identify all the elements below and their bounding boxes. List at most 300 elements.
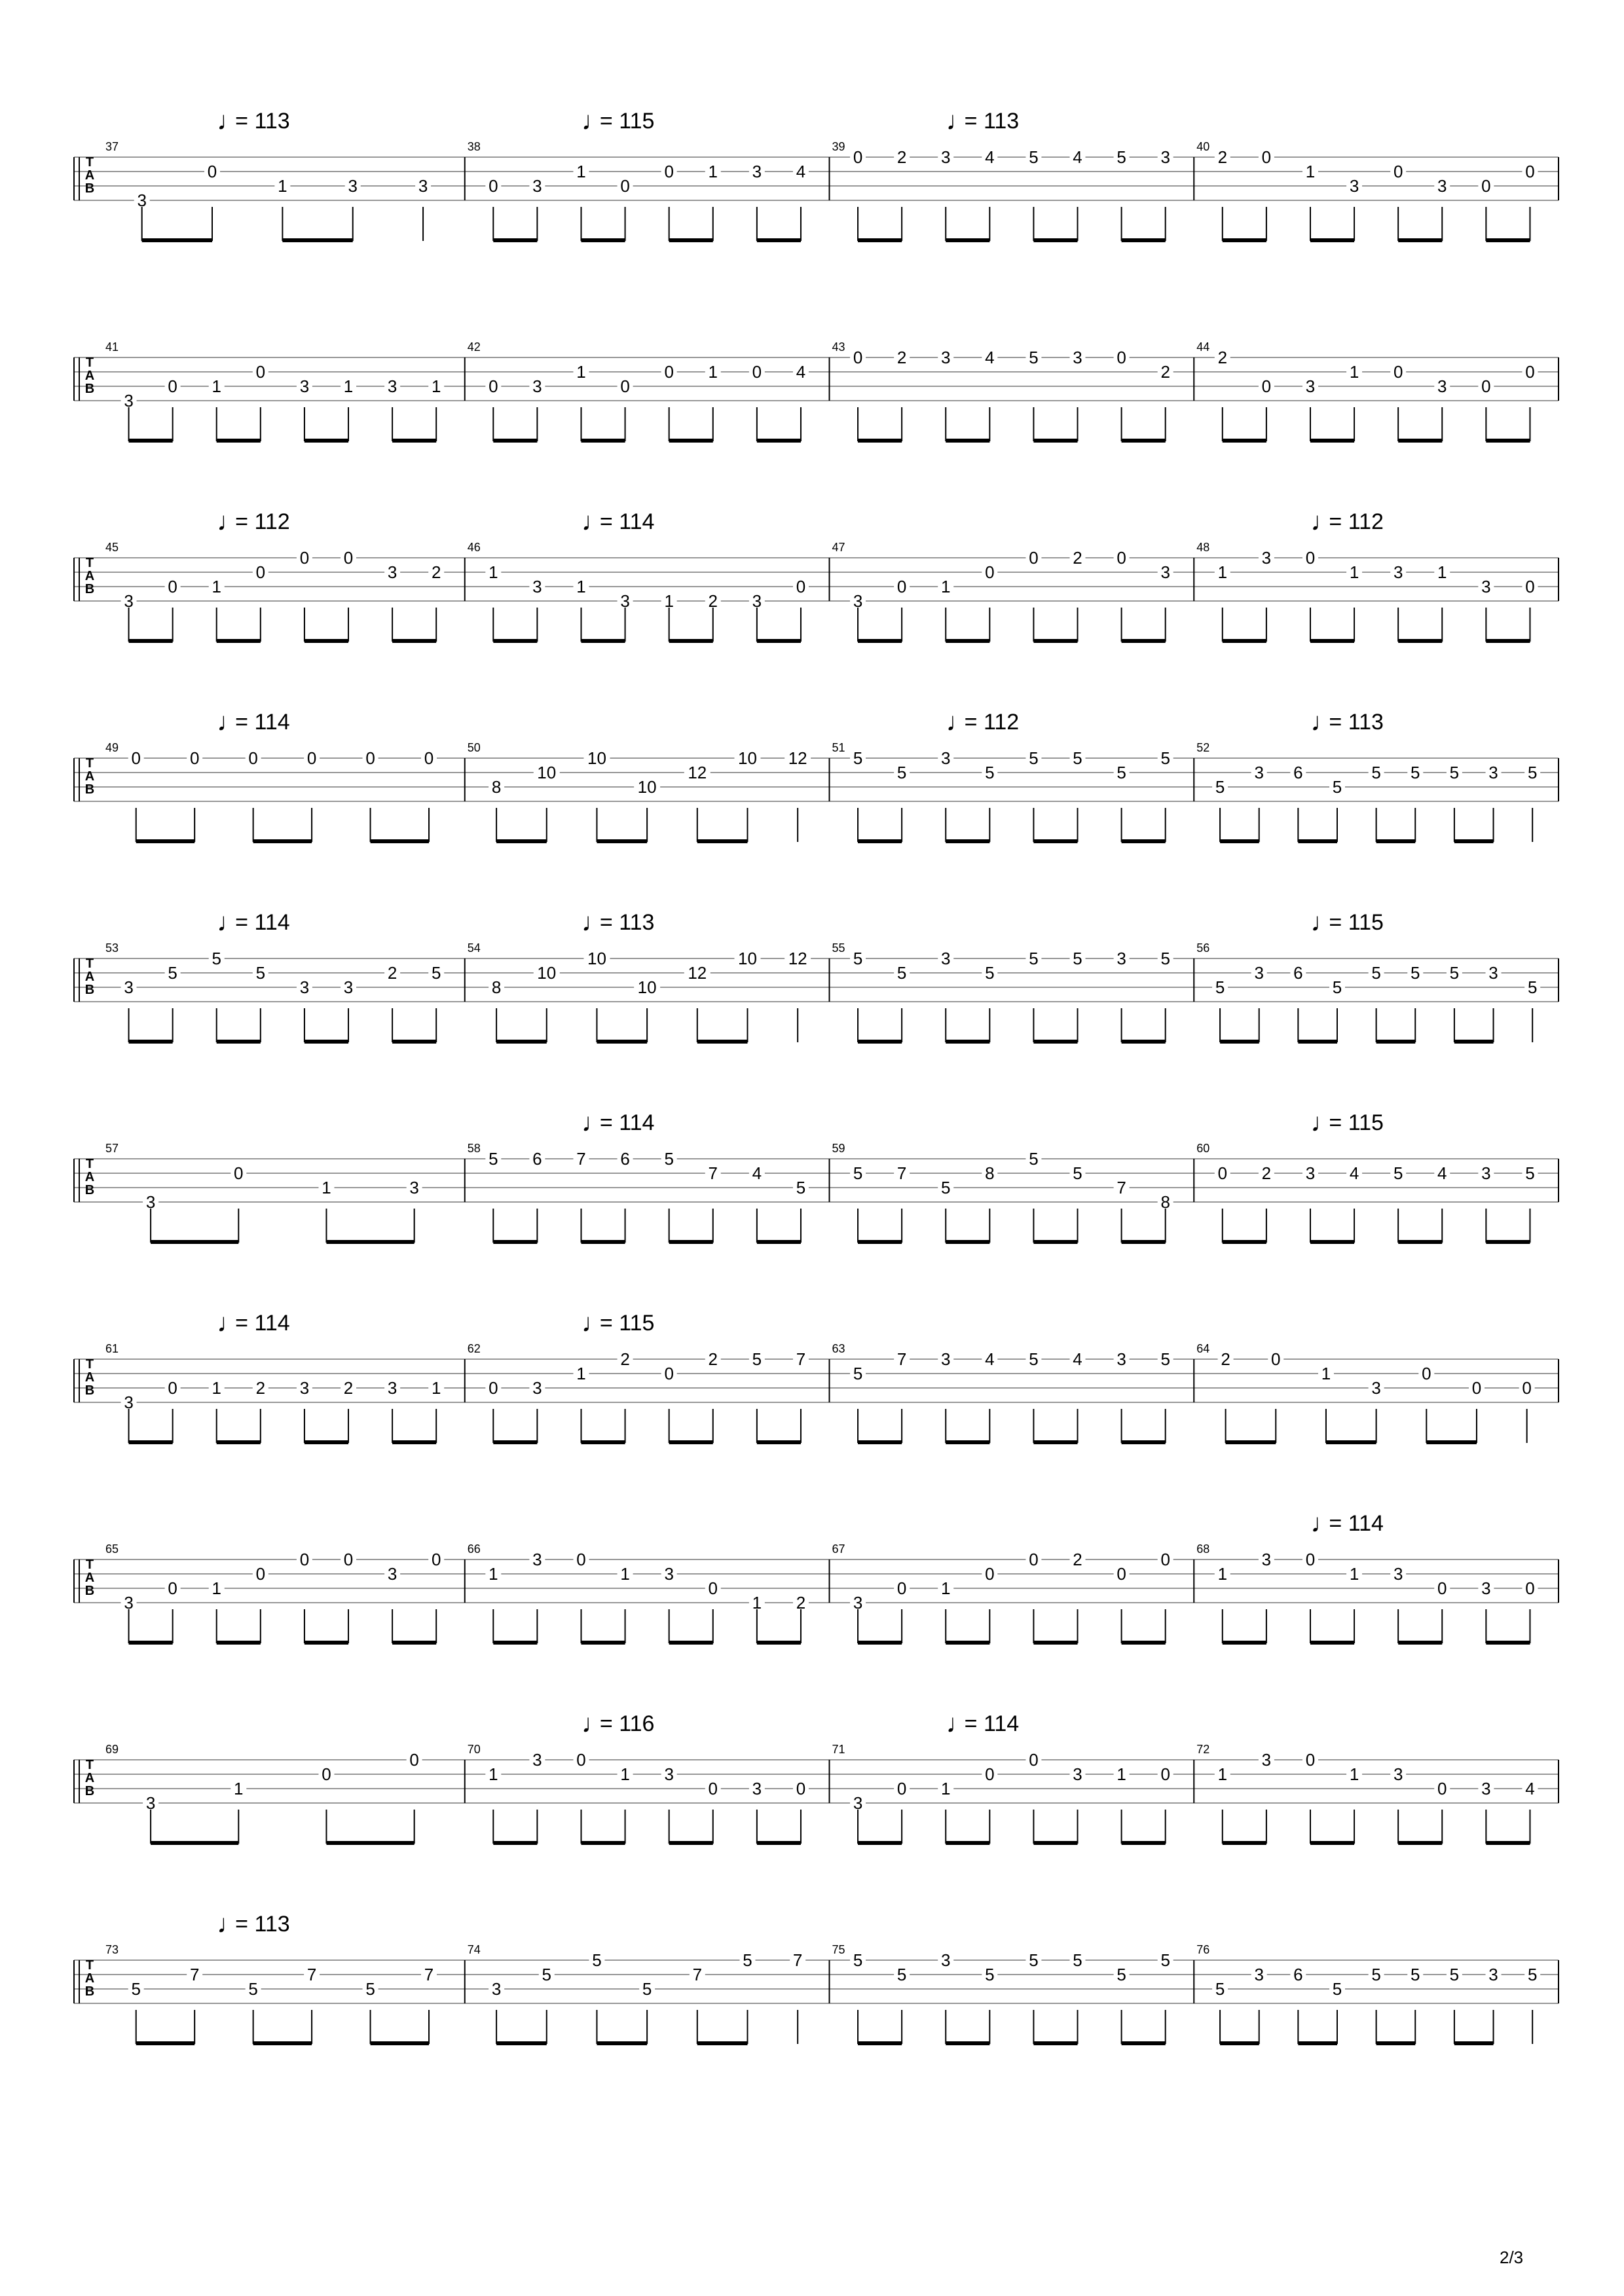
tab-clef-letter: T	[85, 155, 94, 170]
tab-clef-letter: B	[84, 382, 95, 396]
fret-number: 5	[853, 1950, 863, 1970]
note-beam	[1122, 639, 1166, 643]
fret-number: 3	[1488, 963, 1498, 983]
note-beam	[697, 839, 748, 843]
fret-number: 3	[941, 147, 951, 167]
note-beam	[1033, 238, 1077, 242]
fret-number: 5	[1215, 977, 1225, 997]
tab-clef-letter: B	[84, 582, 95, 596]
fret-number: 3	[348, 176, 358, 196]
fret-number: 5	[1411, 763, 1420, 782]
note-beam	[493, 439, 537, 443]
fret-number: 1	[1437, 562, 1447, 582]
fret-number: 3	[941, 1950, 951, 1970]
note-beam	[392, 1641, 436, 1645]
note-beam	[669, 1841, 713, 1845]
fret-number: 10	[637, 977, 657, 997]
fret-number: 0	[207, 162, 217, 181]
tempo-marking: = 113	[599, 910, 655, 935]
note-beam	[493, 238, 537, 242]
fret-number: 0	[1217, 1163, 1228, 1183]
note-beam	[757, 439, 801, 443]
fret-number: 7	[189, 1965, 200, 1984]
fret-number: 0	[896, 1578, 907, 1598]
tempo-note-icon: ♩	[581, 1709, 608, 1738]
fret-number: 0	[664, 1364, 674, 1383]
fret-number: 5	[1371, 1965, 1381, 1984]
fret-number: 6	[532, 1149, 542, 1169]
fret-number: 4	[1349, 1163, 1359, 1183]
fret-number: 0	[248, 748, 258, 768]
note-beam	[946, 1440, 989, 1444]
fret-number: 1	[576, 162, 586, 181]
fret-number: 5	[1527, 1965, 1538, 1984]
fret-number: 12	[788, 949, 807, 968]
measure-number: 76	[1196, 1943, 1210, 1956]
fret-number: 0	[1437, 1779, 1447, 1798]
note-beam	[858, 1040, 902, 1044]
note-beam	[858, 1841, 902, 1845]
fret-number: 5	[1449, 963, 1460, 983]
note-beam	[1426, 1440, 1477, 1444]
tab-clef-letter: A	[84, 1370, 95, 1385]
fret-number: 5	[1029, 949, 1039, 968]
fret-number: 7	[424, 1965, 434, 1984]
measure-number: 67	[832, 1542, 845, 1556]
note-beam	[1223, 639, 1266, 643]
note-beam	[1486, 1641, 1530, 1645]
fret-number: 0	[1422, 1364, 1431, 1383]
fret-number: 0	[1116, 348, 1126, 367]
note-beam	[1033, 439, 1077, 443]
note-beam	[697, 1040, 748, 1044]
tempo-note-icon: ♩	[946, 107, 972, 136]
tempo-note-icon: ♩	[1310, 708, 1337, 737]
fret-number: 3	[145, 1192, 156, 1212]
fret-number: 1	[234, 1779, 244, 1798]
fret-number: 0	[1305, 1750, 1316, 1770]
fret-number: 5	[168, 963, 177, 983]
note-beam	[597, 839, 647, 843]
fret-number: 0	[189, 748, 200, 768]
note-beam	[217, 639, 261, 643]
tempo-note-icon: ♩	[217, 507, 244, 536]
fret-number: 0	[1525, 362, 1535, 382]
fret-number: 2	[1073, 1550, 1082, 1569]
note-beam	[217, 439, 261, 443]
tempo-note-icon: ♩	[217, 708, 244, 737]
fret-number: 5	[431, 963, 441, 983]
fret-number: 0	[1029, 1750, 1039, 1770]
fret-number: 3	[941, 348, 951, 367]
fret-number: 0	[796, 1779, 806, 1798]
note-beam	[217, 1040, 261, 1044]
note-beam	[581, 1440, 625, 1444]
fret-number: 1	[664, 591, 674, 611]
note-beam	[1454, 1040, 1494, 1044]
tab-clef-letter: B	[84, 1984, 95, 1999]
fret-number: 5	[985, 763, 995, 782]
tempo-marking: = 114	[235, 910, 290, 935]
note-beam	[151, 1841, 238, 1845]
note-beam	[371, 839, 429, 843]
fret-number: 3	[532, 1750, 542, 1770]
note-beam	[1454, 839, 1494, 843]
note-beam	[1223, 1841, 1266, 1845]
fret-number: 12	[788, 748, 807, 768]
fret-number: 0	[1471, 1378, 1482, 1398]
fret-number: 5	[1116, 1965, 1126, 1984]
fret-number: 1	[576, 1364, 586, 1383]
measure-number: 42	[467, 340, 481, 354]
fret-number: 3	[752, 591, 762, 611]
fret-number: 8	[491, 777, 502, 797]
fret-number: 3	[853, 1793, 863, 1813]
fret-number: 1	[212, 376, 221, 396]
fret-number: 1	[1349, 562, 1359, 582]
tempo-note-icon: ♩	[1310, 908, 1337, 937]
fret-number: 5	[853, 1163, 863, 1183]
fret-number: 2	[708, 591, 718, 611]
fret-number: 4	[796, 362, 806, 382]
tab-clef-letter: B	[84, 1183, 95, 1197]
tempo-note-icon: ♩	[1310, 1108, 1337, 1137]
fret-number: 3	[1160, 562, 1170, 582]
note-beam	[304, 1440, 348, 1444]
note-beam	[371, 2041, 429, 2045]
fret-number: 3	[124, 1593, 134, 1613]
fret-number: 0	[1271, 1349, 1281, 1369]
fret-number: 5	[1073, 748, 1082, 768]
fret-number: 7	[896, 1163, 907, 1183]
note-beam	[304, 639, 348, 643]
fret-number: 3	[1481, 1578, 1491, 1598]
fret-number: 0	[489, 376, 498, 396]
fret-number: 3	[853, 591, 863, 611]
fret-number: 0	[1522, 1378, 1532, 1398]
fret-number: 5	[1215, 777, 1225, 797]
fret-number: 3	[1437, 376, 1447, 396]
fret-number: 0	[1481, 176, 1491, 196]
fret-number: 3	[941, 949, 951, 968]
fret-number: 1	[1321, 1364, 1331, 1383]
fret-number: 0	[234, 1163, 244, 1183]
fret-number: 5	[1160, 748, 1170, 768]
fret-number: 5	[642, 1979, 652, 1999]
tab-clef-letter: B	[84, 782, 95, 797]
note-beam	[496, 2041, 547, 2045]
fret-number: 0	[1160, 1550, 1170, 1569]
fret-number: 3	[124, 1393, 134, 1412]
note-beam	[1122, 439, 1166, 443]
measure-number: 56	[1196, 941, 1210, 955]
tempo-note-icon: ♩	[581, 908, 608, 937]
measure-number: 39	[832, 140, 845, 153]
note-beam	[1122, 1440, 1166, 1444]
fret-number: 0	[131, 748, 141, 768]
fret-number: 3	[532, 1378, 542, 1398]
fret-number: 1	[1349, 362, 1359, 382]
note-beam	[597, 2041, 647, 2045]
fret-number: 5	[1160, 1349, 1170, 1369]
note-beam	[136, 2041, 194, 2045]
tab-clef-letter: B	[84, 181, 95, 196]
fret-number: 3	[1305, 376, 1316, 396]
tempo-note-icon: ♩	[946, 1709, 972, 1738]
fret-number: 8	[1160, 1192, 1170, 1212]
fret-number: 2	[255, 1378, 266, 1398]
fret-number: 4	[985, 348, 995, 367]
note-beam	[1486, 238, 1530, 242]
fret-number: 0	[708, 1779, 718, 1798]
measure-number: 48	[1196, 541, 1210, 554]
note-beam	[217, 1440, 261, 1444]
fret-number: 0	[168, 1378, 177, 1398]
fret-number: 0	[853, 147, 863, 167]
measure-number: 40	[1196, 140, 1210, 153]
fret-number: 0	[343, 548, 354, 568]
note-beam	[1310, 1841, 1354, 1845]
note-beam	[1298, 2041, 1337, 2045]
note-beam	[1033, 1040, 1077, 1044]
fret-number: 0	[664, 362, 674, 382]
fret-number: 1	[431, 1378, 441, 1398]
fret-number: 0	[322, 1764, 331, 1784]
tab-clef-letter: A	[84, 369, 95, 383]
fret-number: 5	[896, 763, 907, 782]
note-beam	[1310, 639, 1354, 643]
fret-number: 5	[1527, 763, 1538, 782]
tab-clef-letter: A	[84, 1170, 95, 1184]
note-beam	[581, 1641, 625, 1645]
fret-number: 3	[532, 1550, 542, 1569]
tempo-note-icon: ♩	[581, 107, 608, 136]
fret-number: 1	[343, 376, 354, 396]
fret-number: 0	[708, 1578, 718, 1598]
note-beam	[581, 238, 625, 242]
fret-number: 6	[1293, 1965, 1303, 1984]
fret-number: 6	[1293, 963, 1303, 983]
tempo-note-icon: ♩	[581, 507, 608, 536]
measure-number: 43	[832, 340, 845, 354]
note-beam	[1033, 1841, 1077, 1845]
fret-number: 5	[1029, 1149, 1039, 1169]
fret-number: 3	[387, 1564, 397, 1584]
fret-number: 3	[664, 1564, 674, 1584]
tempo-marking: = 113	[1329, 710, 1384, 735]
note-beam	[757, 1641, 801, 1645]
tempo-marking: = 116	[599, 1711, 655, 1736]
fret-number: 0	[1393, 362, 1403, 382]
note-beam	[1033, 839, 1077, 843]
fret-number: 3	[1481, 577, 1491, 596]
fret-number: 3	[124, 391, 134, 410]
fret-number: 3	[1393, 1564, 1403, 1584]
fret-number: 1	[212, 1578, 221, 1598]
fret-number: 1	[322, 1178, 331, 1197]
fret-number: 5	[1411, 963, 1420, 983]
fret-number: 0	[489, 176, 498, 196]
fret-number: 0	[306, 748, 317, 768]
note-beam	[1122, 2041, 1166, 2045]
fret-number: 0	[620, 376, 630, 396]
fret-number: 10	[587, 748, 606, 768]
tempo-note-icon: ♩	[1310, 1509, 1337, 1538]
measure-number: 49	[105, 741, 119, 754]
note-beam	[597, 1040, 647, 1044]
fret-number: 5	[1029, 1950, 1039, 1970]
tab-clef-letter: T	[85, 1758, 94, 1772]
tempo-note-icon: ♩	[946, 708, 972, 737]
fret-number: 0	[343, 1550, 354, 1569]
fret-number: 5	[1332, 977, 1342, 997]
fret-number: 0	[1525, 162, 1535, 181]
note-beam	[757, 1841, 801, 1845]
fret-number: 4	[796, 162, 806, 181]
fret-number: 5	[941, 1178, 951, 1197]
fret-number: 3	[1254, 763, 1264, 782]
fret-number: 5	[1029, 1349, 1039, 1369]
fret-number: 0	[365, 748, 375, 768]
note-beam	[217, 1641, 261, 1645]
tempo-note-icon: ♩	[217, 107, 244, 136]
fret-number: 5	[212, 949, 221, 968]
note-beam	[757, 639, 801, 643]
fret-number: 2	[896, 348, 907, 367]
fret-number: 5	[1029, 748, 1039, 768]
fret-number: 5	[1393, 1163, 1403, 1183]
note-beam	[1376, 839, 1416, 843]
measure-number: 63	[832, 1342, 845, 1355]
fret-number: 3	[1254, 1965, 1264, 1984]
note-beam	[858, 1641, 902, 1645]
tab-clef-letter: A	[84, 569, 95, 583]
fret-number: 1	[1305, 162, 1316, 181]
fret-number: 10	[738, 949, 757, 968]
fret-number: 3	[620, 591, 630, 611]
fret-number: 3	[343, 977, 354, 997]
fret-number: 3	[1481, 1163, 1491, 1183]
fret-number: 1	[708, 362, 718, 382]
measure-number: 58	[467, 1142, 481, 1155]
note-beam	[946, 839, 989, 843]
fret-number: 5	[853, 1364, 863, 1383]
fret-number: 2	[1217, 348, 1228, 367]
note-beam	[1223, 1240, 1266, 1244]
measure-number: 37	[105, 140, 119, 153]
fret-number: 5	[1411, 1965, 1420, 1984]
note-beam	[129, 1641, 173, 1645]
fret-number: 0	[896, 1779, 907, 1798]
fret-number: 1	[278, 176, 287, 196]
measure-number: 54	[467, 941, 481, 955]
fret-number: 3	[1393, 1764, 1403, 1784]
page-number: 2/3	[1500, 2248, 1524, 2267]
fret-number: 0	[985, 1764, 995, 1784]
tab-clef-letter: T	[85, 957, 94, 971]
fret-number: 1	[752, 1593, 762, 1613]
note-beam	[493, 639, 537, 643]
fret-number: 3	[1261, 548, 1272, 568]
fret-number: 5	[1073, 1163, 1082, 1183]
fret-number: 3	[1073, 1764, 1082, 1784]
measure-number: 44	[1196, 340, 1210, 354]
tab-clef-letter: A	[84, 1771, 95, 1785]
fret-number: 5	[1160, 1950, 1170, 1970]
note-beam	[581, 439, 625, 443]
measure-number: 65	[105, 1542, 119, 1556]
note-beam	[1122, 1040, 1166, 1044]
fret-number: 7	[306, 1965, 317, 1984]
fret-number: 1	[1349, 1764, 1359, 1784]
tempo-marking: = 112	[235, 509, 290, 534]
measure-number: 47	[832, 541, 845, 554]
fret-number: 0	[424, 748, 434, 768]
fret-number: 10	[537, 763, 557, 782]
fret-number: 1	[212, 577, 221, 596]
fret-number: 3	[299, 1378, 310, 1398]
fret-number: 0	[620, 176, 630, 196]
note-beam	[858, 839, 902, 843]
note-beam	[1398, 439, 1442, 443]
measure-number: 50	[467, 741, 481, 754]
measure-number: 57	[105, 1142, 119, 1155]
note-beam	[253, 2041, 312, 2045]
fret-number: 5	[365, 1979, 375, 1999]
fret-number: 0	[752, 362, 762, 382]
tab-clef-letter: A	[84, 1971, 95, 1986]
fret-number: 0	[1116, 548, 1126, 568]
fret-number: 3	[1261, 1550, 1272, 1569]
note-beam	[1486, 439, 1530, 443]
tempo-marking: = 112	[1329, 509, 1384, 534]
fret-number: 5	[985, 1965, 995, 1984]
note-beam	[1486, 1240, 1530, 1244]
note-beam	[1220, 1040, 1259, 1044]
fret-number: 5	[1371, 763, 1381, 782]
tempo-marking: = 113	[235, 109, 290, 134]
fret-number: 0	[1305, 1550, 1316, 1569]
fret-number: 5	[1449, 763, 1460, 782]
note-beam	[1376, 2041, 1416, 2045]
fret-number: 3	[941, 1349, 951, 1369]
note-beam	[946, 639, 989, 643]
fret-number: 3	[1305, 1163, 1316, 1183]
note-beam	[669, 1440, 713, 1444]
note-beam	[858, 439, 902, 443]
note-beam	[1220, 839, 1259, 843]
fret-number: 10	[537, 963, 557, 983]
tab-clef-letter: B	[84, 1784, 95, 1798]
fret-number: 3	[299, 977, 310, 997]
fret-number: 1	[489, 1564, 498, 1584]
fret-number: 1	[431, 376, 441, 396]
tab-clef-letter: T	[85, 355, 94, 370]
fret-number: 0	[796, 577, 806, 596]
fret-number: 3	[752, 162, 762, 181]
note-beam	[392, 1040, 436, 1044]
note-beam	[946, 439, 989, 443]
tempo-marking: = 115	[1329, 910, 1384, 935]
note-beam	[858, 1440, 902, 1444]
fret-number: 3	[1254, 963, 1264, 983]
note-beam	[858, 639, 902, 643]
note-beam	[1033, 639, 1077, 643]
note-beam	[1122, 1641, 1166, 1645]
fret-number: 0	[1305, 548, 1316, 568]
tempo-marking: = 114	[599, 509, 655, 534]
fret-number: 3	[1488, 1965, 1498, 1984]
